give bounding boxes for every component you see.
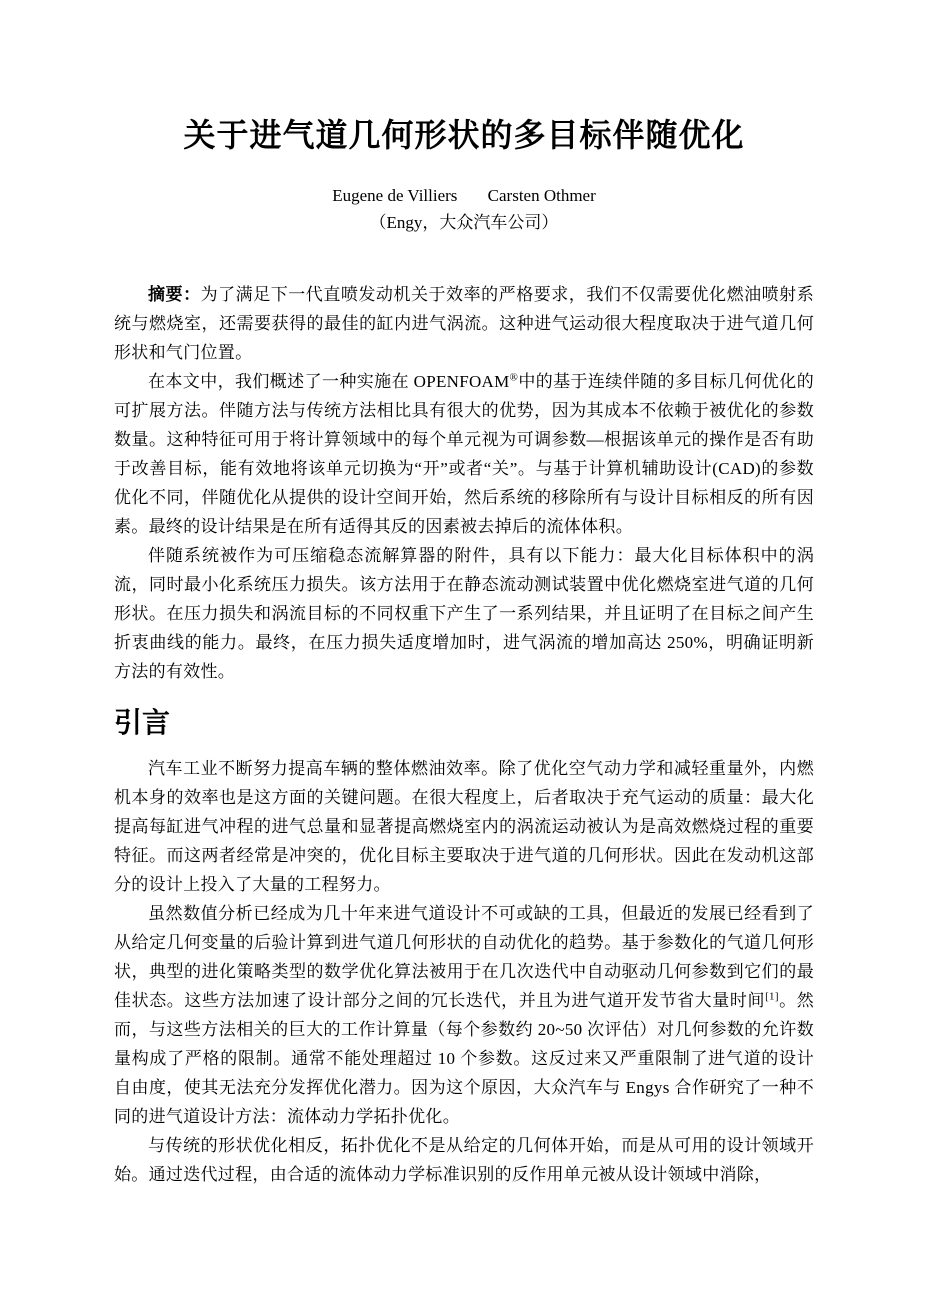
author-2: Carsten Othmer: [487, 186, 596, 205]
registered-trademark-superscript: ®: [509, 371, 519, 384]
paragraph-2: [114, 367, 814, 541]
affiliation-line: （Engy，大众汽车公司）: [369, 213, 559, 232]
abstract-text: 为了满足下一代直喷发动机关于效率的严格要求，我们不仅需要优化燃油喷射系统与燃烧室，还需要获得的最佳的缸内进气涡流。这种进气运动很大程度取决于进气道几何形状和气门位置。: [114, 285, 815, 362]
paragraph-2-text-2: 中的基于连续伴随的多目标几何优化的可扩展方法。伴随方法与传统方法相比具有很大的优势，因为其成本不依赖于被优化的参数数量。这种特征可用于将计算领域中的每个单元视为可调参数—根据该单元的操作是否有助于改善目标，能有效地将该单元切换为“开”或者“关”。与基于计算机辅助设计(CAD)的参数优化不同，伴随优化从提供的设计空间开始，然后系统的移除所有与设计目标相反的所有因素。最终的设计结果是在所有适得其反的因素被去掉后的流体体积。: [114, 372, 814, 536]
paragraph-5-text-1: 虽然数值分析已经成为几十年来进气道设计不可或缺的工具，但最近的发展已经看到了从给定几何变量的后验计算到进气道几何形状的自动优化的趋势。基于参数化的气道几何形状，典型的进化策略类型的数学优化算法被用于在几次迭代中自动驱动几何参数到它们的最佳状态。这些方法加速了设计部分之间的冗长迭代，并且为进气道开发节省大量时间: [114, 904, 814, 1010]
paragraph-5: [114, 899, 814, 1131]
paragraph-5-text-2: 。然而，与这些方法相关的巨大的工作计算量（每个参数约 20~50 次评估）对几何参数的允许数量构成了严格的限制。通常不能处理超过 10 个参数。这反过来又严重限制了进气道的设计自由度，使其无法充分发挥优化潜力。因为这个原因，大众汽车与 Engys 合作研究了一种不同的进气道设计方法：流体动力学拓扑优化。: [114, 991, 814, 1126]
paragraph-2-text-1: 在本文中，我们概述了一种实施在 OPENFOAM: [148, 372, 510, 391]
paper-title: 关于进气道几何形状的多目标伴随优化: [183, 117, 745, 153]
section-heading-introduction: 引言: [114, 707, 171, 738]
authors-line: [114, 182, 814, 209]
paragraph-4: 汽车工业不断努力提高车辆的整体燃油效率。除了优化空气动力学和减轻重量外，内燃机本身的效率也是这方面的关键问题。在很大程度上，后者取决于充气运动的质量：最大化提高每缸进气冲程的进气总量和显著提高燃烧室内的涡流运动被认为是高效燃烧过程的重要特征。而这两者经常是冲突的，优化目标主要取决于进气道的几何形状。因此在发动机这部分的设计上投入了大量的工程努力。: [114, 759, 814, 894]
abstract-label: 摘要：: [148, 285, 201, 304]
paragraph-6: 与传统的形状优化相反，拓扑优化不是从给定的几何体开始，而是从可用的设计领域开始。通过迭代过程，由合适的流体动力学标准识别的反作用单元被从设计领域中消除，: [114, 1136, 814, 1184]
citation-1-superscript: [1]: [765, 990, 779, 1003]
abstract-paragraph: [114, 280, 814, 367]
paragraph-3: 伴随系统被作为可压缩稳态流解算器的附件，具有以下能力：最大化目标体积中的涡流，同时最小化系统压力损失。该方法用于在静态流动测试装置中优化燃烧室进气道的几何形状。在压力损失和涡流目标的不同权重下产生了一系列结果，并且证明了在目标之间产生折衷曲线的能力。最终，在压力损失适度增加时，进气涡流的增加高达 250%，明确证明新方法的有效性。: [114, 546, 814, 681]
author-1: Eugene de Villiers: [332, 186, 458, 205]
